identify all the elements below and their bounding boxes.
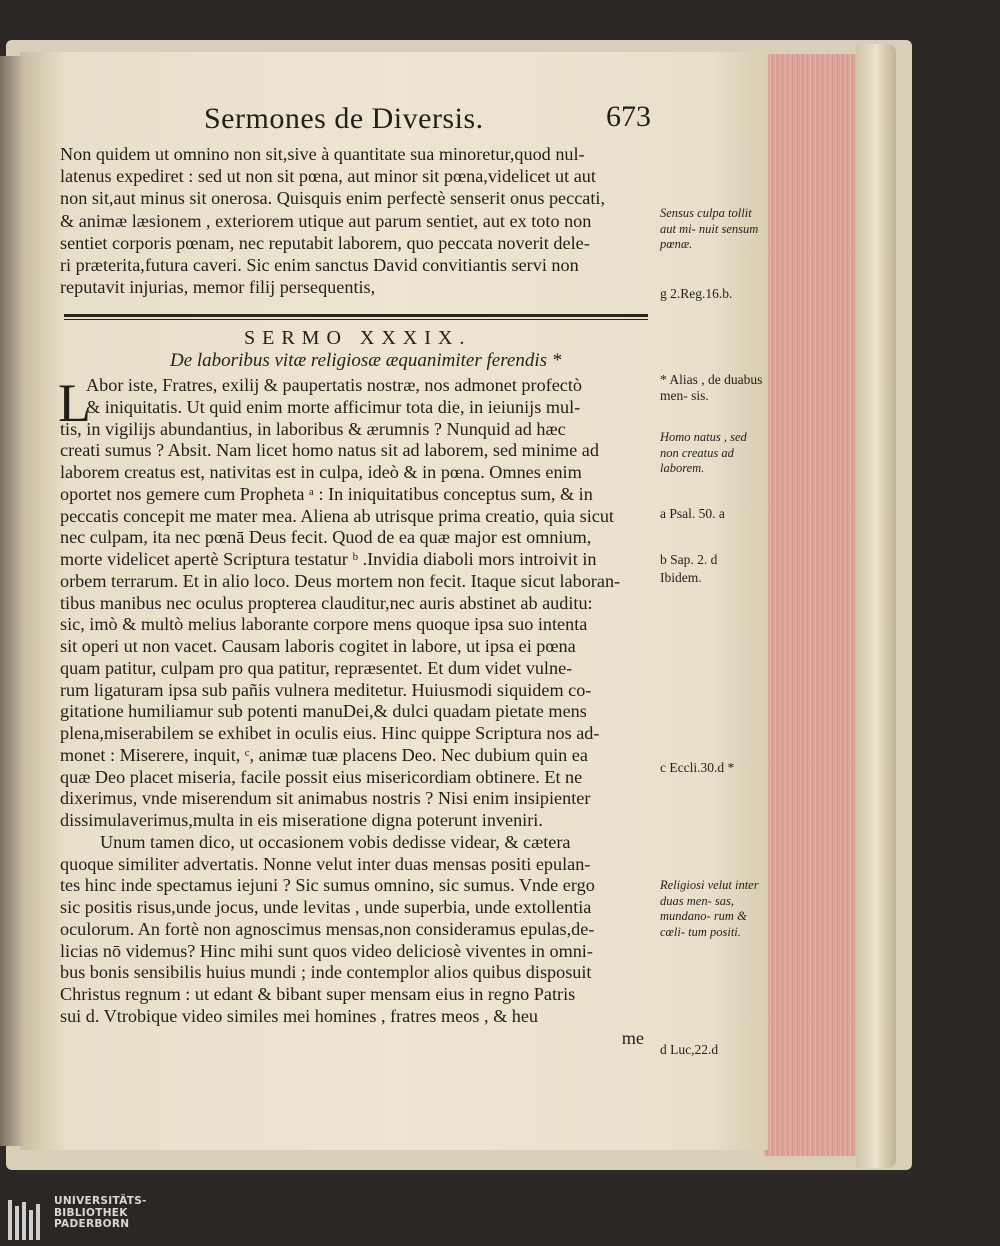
text-line: orbem terrarum. Et in alio loco. Deus mortem non fecit. Itaque sicut laboran-: [60, 570, 621, 591]
text-line: dixerimus, vnde miserendum sit animabus nostris ? Nisi enim insipienter: [60, 788, 591, 809]
text-line: sui d. Vtrobique video similes mei homines , fratres meos , & heu: [60, 1005, 539, 1026]
margin-note: d Luc,22.d: [660, 1042, 719, 1057]
logo-line: UNIVERSITÄTS-: [54, 1195, 147, 1207]
footer-bar: [0, 1196, 1000, 1246]
margin-note: Homo natus , sed non creatus ad laborem.: [660, 430, 747, 475]
text-line: laborem creatus est, nativitas est in culpa, ideò & in pœna. Omnes enim: [60, 462, 582, 482]
text-line: licias nō videmus? Hinc mihi sunt quos video deliciosè viventes in omni-: [60, 940, 593, 961]
text-line: Christus regnum : ut edant & bibant super mensam eius in regno Patris: [60, 984, 576, 1004]
text-line: plena,miserabilem se exhibet in oculis eius. Hinc quippe Scriptura nos ad-: [60, 723, 600, 743]
margin-note: * Alias , de duabus men- sis.: [660, 372, 763, 403]
text-line: Unum tamen dico, ut occasionem vobis dedisse videar, & cætera: [100, 831, 571, 852]
section-rule: [64, 314, 648, 317]
top-paragraph: [60, 143, 650, 298]
text-line: dissimulaverimus,multa in eis miseratione digna poterunt inveniri.: [60, 810, 543, 830]
text-line: reputavit injurias, memor filij persequentis,: [60, 277, 376, 298]
margin-note: a Psal. 50. a: [660, 506, 725, 521]
margin-note: Sensus culpa tollit aut mi- nuit sensum pœnæ.: [660, 206, 759, 251]
text-line: monet : Miserere, inquit, ᶜ, animæ tuæ placens Deo. Nec dubium quin ea: [60, 744, 588, 765]
section-rule-thin: [64, 319, 648, 320]
library-logo-text: [54, 1196, 147, 1231]
text-line: & animæ læsionem , exteriorem utique aut parum sentiet, aut ex toto non: [60, 210, 592, 231]
page-edges: [764, 54, 864, 1156]
text-line: sit operi ut non vacet. Causam laboris cogitet in labore, ut ipsa ei pœna: [60, 636, 576, 656]
logo-line: BIBLIOTHEK: [54, 1206, 128, 1219]
text-line: sentiet corporis pœnam, nec reputabit laborem, quo peccata noverit dele-: [60, 232, 590, 253]
catchword: me: [621, 1027, 644, 1048]
margin-note: Religiosi velut inter duas men- sas, mundano- rum & cœli- tum positi.: [660, 878, 759, 939]
page-number: 673: [606, 100, 651, 133]
margin-note: Ibidem.: [660, 570, 702, 585]
text-line: tes hinc inde spectamus iejuni ? Sic sumus omnino, sic sumus. Vnde ergo: [60, 875, 595, 896]
text-line: quoque similiter advertatis. Nonne velut inter duas mensas positi epulan-: [60, 853, 591, 874]
text-line: tis, in vigilijs abundantius, in laboribus & ærumnis ? Nunquid ad hæc: [60, 418, 566, 439]
text-line: Abor iste, Fratres, exilij & paupertatis nostræ, nos admonet profectò: [86, 375, 583, 395]
text-line: Non quidem ut omnino non sit,sive à quantitate sua minoretur,quod nul-: [60, 144, 585, 164]
text-line: tibus manibus nec oculus propterea clauditur,nec auris abstinet ab auditu:: [60, 592, 593, 613]
margin-note: g 2.Reg.16.b.: [660, 286, 733, 301]
text-line: oculorum. An fortè non agnoscimus mensas,non consideramus epulas,de-: [60, 918, 595, 939]
cover-edge: [856, 44, 896, 1168]
text-line: creati sumus ? Absit. Nam licet homo natus sit ad laborem, sed minime ad: [60, 440, 599, 461]
text-line: & iniquitatis. Ut quid enim morte afficimur tota die, in ieiunijs mul-: [86, 396, 581, 417]
library-logo-icon: [6, 1198, 46, 1242]
facing-page-edge: [0, 56, 24, 1146]
margin-note: c Eccli.30.d *: [660, 760, 735, 775]
text-line: sic positis risus,unde jocus, unde levitas , unde superbia, unde extollentia: [60, 897, 592, 917]
text-line: non sit,aut minus sit onerosa. Quisquis enim perfectè senserit onus peccati,: [60, 188, 606, 209]
text-line: rum ligaturam ipsa sub pañis vulnera meditetur. Huiusmodi siquidem co-: [60, 679, 592, 700]
text-line: peccatis concepit me mater mea. Aliena ab utrisque prima creatio, quia sicut: [60, 505, 614, 526]
margin-note: b Sap. 2. d: [660, 552, 718, 567]
main-text: [60, 375, 660, 1049]
sermon-subtitle: De laboribus vitæ religiosæ æquanimiter ferendis *: [170, 350, 562, 371]
text-line: latenus expediret : sed ut non sit pœna, aut minor sit pœna,videlicet ut aut: [60, 166, 596, 187]
text-line: quæ Deo placet miseria, facile possit eius misericordiam obtinere. Et ne: [60, 766, 583, 787]
running-head: Sermones de Diversis.: [204, 102, 484, 135]
text-line: gitatione humiliamur sub potenti manuDei,& dulci quadam pietate mens: [60, 701, 587, 722]
logo-line: PADERBORN: [54, 1218, 130, 1231]
text-line: sic, imò & multò melius laborante corpore mens quoque ipsa suo intenta: [60, 614, 588, 635]
text-line: ri præterita,futura caveri. Sic enim sanctus David convitiantis servi non: [60, 254, 579, 275]
text-line: morte videlicet apertè Scriptura testatur ᵇ .Invidia diaboli mors introivit in: [60, 549, 597, 569]
sermon-title: SERMO XXXIX.: [244, 327, 472, 349]
text-line: oportet nos gemere cum Propheta ᵃ : In iniquitatibus conceptus sum, & in: [60, 483, 593, 504]
text-line: quam patitur, culpam pro qua patitur, repræsentet. Et dum videt vulne-: [60, 657, 573, 678]
text-line: bus bonis sensibilis huius mundi ; inde contemplor alios quibus disposuit: [60, 962, 592, 983]
text-line: nec culpam, ita nec pœnā Deus fecit. Quod de ea quæ major est omnium,: [60, 527, 592, 548]
drop-cap: L: [58, 373, 91, 433]
